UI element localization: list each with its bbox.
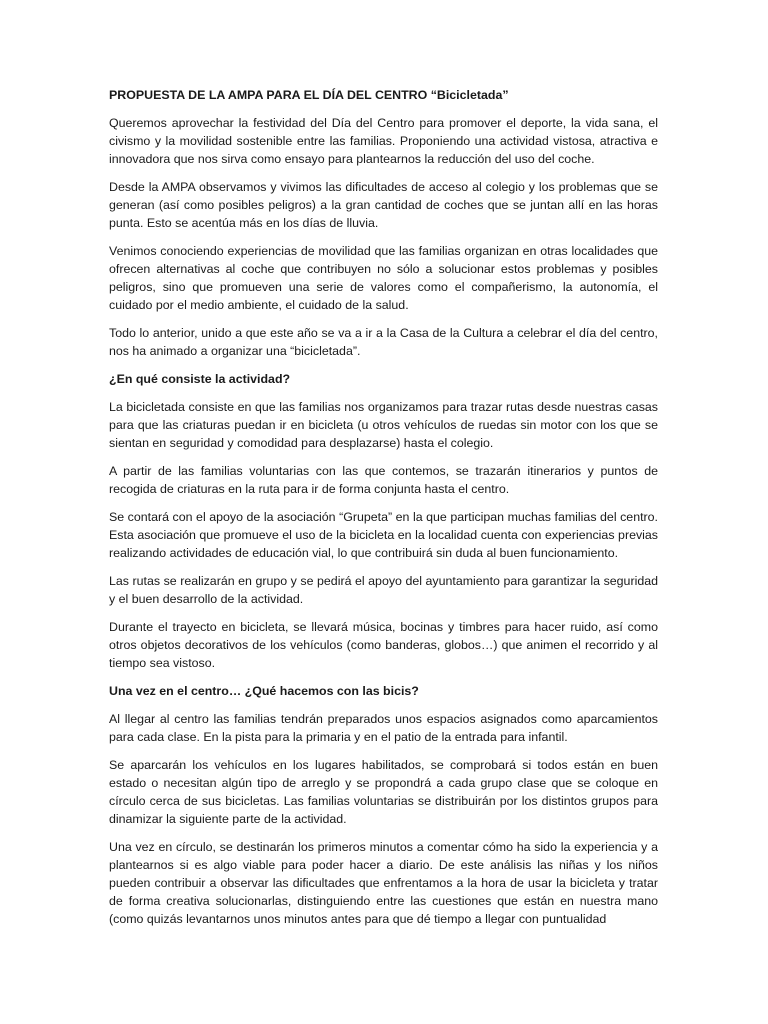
document-title: PROPUESTA DE LA AMPA PARA EL DÍA DEL CENTRO “Bicicletada” (109, 88, 509, 102)
center-paragraph-3: Una vez en círculo, se destinarán los primeros minutos a comentar cómo ha sido la experiencia y a plantearnos si es algo viable para poder hacer a diario. De este análisis las niñas y los niños pueden contribuir a observar las dificultades que enfrentamos a la hora de usar la bicicleta y tratar de forma creativa solucionarlas, distinguiendo entre las cuestiones que están en nuestra mano (como quizás levantarnos unos minutos antes para que dé tiempo a llegar con puntualidad (109, 840, 658, 926)
activity-paragraph-4: Las rutas se realizarán en grupo y se pedirá el apoyo del ayuntamiento para garantizar la seguridad y el buen desarrollo de la actividad. (109, 574, 658, 606)
activity-paragraph-2: A partir de las familias voluntarias con las que contemos, se trazarán itinerarios y puntos de recogida de criaturas en la ruta para ir de forma conjunta hasta el centro. (109, 464, 658, 496)
document-page (109, 86, 658, 938)
intro-paragraph-4: Todo lo anterior, unido a que este año se va a ir a la Casa de la Cultura a celebrar el día del centro, nos ha animado a organizar una “bicicletada”. (109, 326, 658, 358)
section-heading-activity: ¿En qué consiste la actividad? (109, 372, 291, 386)
intro-paragraph-1: Queremos aprovechar la festividad del Día del Centro para promover el deporte, la vida sana, el civismo y la movilidad sostenible entre las familias. Proponiendo una actividad vistosa, atractiva e innovadora que nos sirva como ensayo para plantearnos la reducción del uso del coche. (109, 116, 658, 166)
section-heading-center: Una vez en el centro… ¿Qué hacemos con las bicis? (109, 684, 419, 698)
intro-paragraph-3: Venimos conociendo experiencias de movilidad que las familias organizan en otras localidades que ofrecen alternativas al coche que contribuyen no sólo a solucionar estos problemas y posibles peligros, sino que promueven una serie de valores como el compañerismo, la autonomía, el cuidado por el medio ambiente, el cuidado de la salud. (109, 244, 658, 312)
center-paragraph-2: Se aparcarán los vehículos en los lugares habilitados, se comprobará si todos están en buen estado o necesitan algún tipo de arreglo y se propondrá a cada grupo clase que se coloque en círculo cerca de sus bicicletas. Las familias voluntarias se distribuirán por los distintos grupos para dinamizar la siguiente parte de la actividad. (109, 758, 658, 826)
center-paragraph-1: Al llegar al centro las familias tendrán preparados unos espacios asignados como aparcamientos para cada clase. En la pista para la primaria y en el patio de la entrada para infantil. (109, 712, 658, 744)
activity-paragraph-1: La bicicletada consiste en que las familias nos organizamos para trazar rutas desde nuestras casas para que las criaturas puedan ir en bicicleta (u otros vehículos de ruedas sin motor con los que se sientan en seguridad y comodidad para desplazarse) hasta el colegio. (109, 400, 658, 450)
activity-paragraph-3: Se contará con el apoyo de la asociación “Grupeta” en la que participan muchas familias del centro. Esta asociación que promueve el uso de la bicicleta en la localidad cuenta con experiencias previas realizando actividades de educación vial, lo que contribuirá sin duda al buen funcionamiento. (109, 510, 658, 560)
activity-paragraph-5: Durante el trayecto en bicicleta, se llevará música, bocinas y timbres para hacer ruido, así como otros objetos decorativos de los vehículos (como banderas, globos…) que animen el recorrido y al tiempo sea vistoso. (109, 620, 658, 670)
intro-paragraph-2: Desde la AMPA observamos y vivimos las dificultades de acceso al colegio y los problemas que se generan (así como posibles peligros) a la gran cantidad de coches que se juntan allí en las horas punta. Esto se acentúa más en los días de lluvia. (109, 180, 658, 230)
